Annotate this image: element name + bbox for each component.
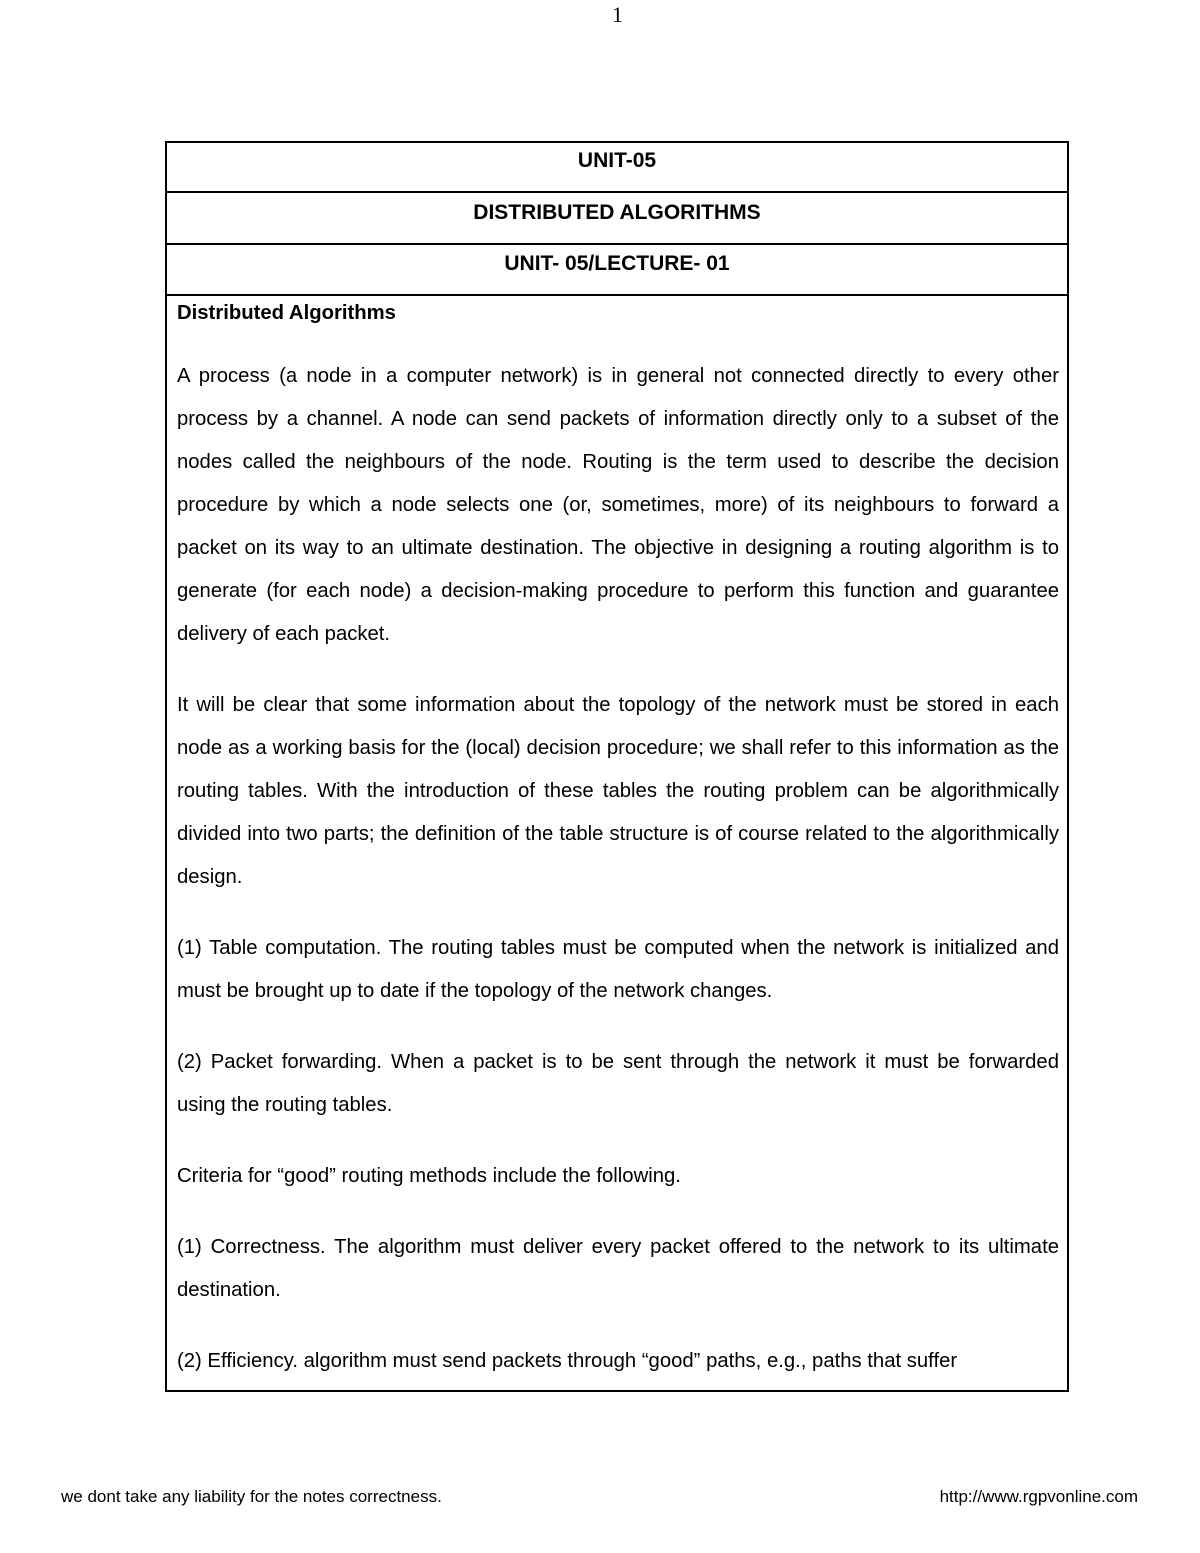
paragraph-criteria: Criteria for “good” routing methods include the following. [177, 1165, 681, 1187]
footer-disclaimer: we dont take any liability for the notes correctness. [61, 1487, 442, 1506]
paragraph-packet-forwarding: (2) Packet forwarding. When a packet is to be sent through the network it must be forwarded using the routing tables. [177, 1051, 1059, 1116]
page-number: 1 [612, 2, 623, 27]
lecture-frame [165, 141, 1069, 1392]
title-header: DISTRIBUTED ALGORITHMS [167, 195, 1067, 245]
paragraph-intro: A process (a node in a computer network) is in general not connected directly to every other process by a channel. A node can send packets of information directly only to a subset of the nodes called the neighbours of the node. Routing is the term used to describe the decision procedure by which a node selects one (or, sometimes, more) of its neighbours to forward a packet on its way to an ultimate destination. The objective in designing a routing algorithm is to generate (for each node) a decision-making procedure to perform this function and guarantee delivery of each packet. [177, 365, 1059, 645]
paragraph-table-computation: (1) Table computation. The routing tables must be computed when the network is initialized and must be brought up to date if the topology of the network changes. [177, 937, 1059, 1002]
lecture-header: UNIT- 05/LECTURE- 01 [167, 246, 1067, 296]
paragraph-efficiency: (2) Efficiency. algorithm must send packets through “good” paths, e.g., paths that suffer [177, 1350, 958, 1372]
section-heading: Distributed Algorithms [177, 302, 396, 324]
footer-url[interactable]: http://www.rgpvonline.com [939, 1487, 1138, 1506]
lecture-content [177, 298, 1059, 1411]
paragraph-correctness: (1) Correctness. The algorithm must deliver every packet offered to the network to its ultimate destination. [177, 1236, 1059, 1301]
paragraph-routing-tables: It will be clear that some information about the topology of the network must be stored in each node as a working basis for the (local) decision procedure; we shall refer to this information as the routing tables. With the introduction of these tables the routing problem can be algorithmically divided into two parts; the definition of the table structure is of course related to the algorithmically design. [177, 694, 1059, 888]
unit-header: UNIT-05 [167, 143, 1067, 193]
